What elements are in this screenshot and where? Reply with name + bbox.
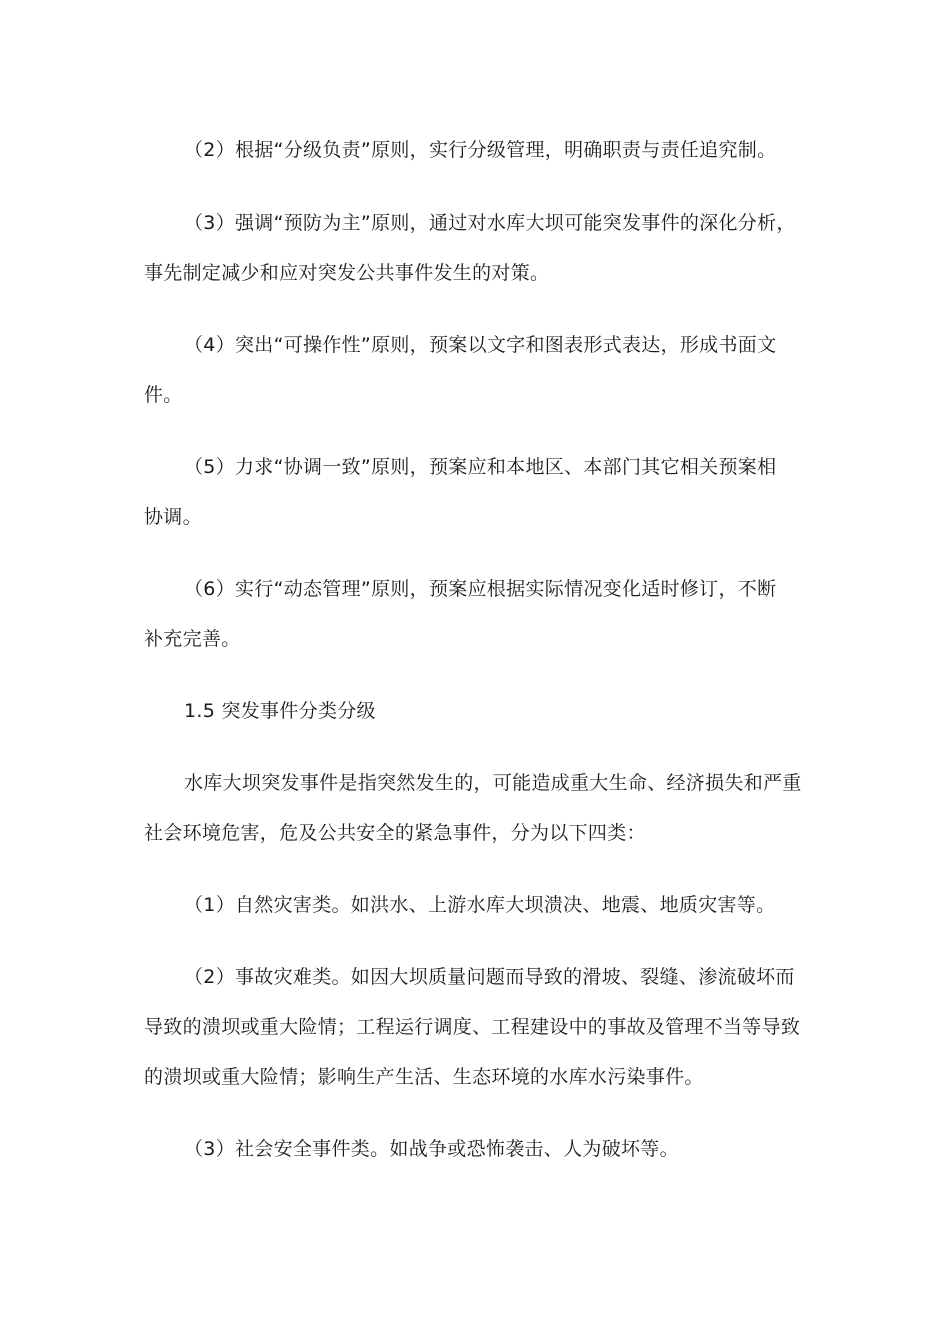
- paragraph-definition-line-2: 社会环境危害，危及公共安全的紧急事件，分为以下四类：: [144, 822, 646, 844]
- paragraph-principle-3-line-2: 事先制定减少和应对突发公共事件发生的对策。: [144, 262, 550, 284]
- paragraph-definition-line-1: 水库大坝突发事件是指突然发生的，可能造成重大生命、经济损失和严重: [184, 772, 802, 794]
- paragraph-principle-4-line-1: （4）突出“可操作性”原则，预案以文字和图表形式表达，形成书面文: [184, 334, 777, 356]
- paragraph-principle-4-line-2: 件。: [144, 384, 183, 406]
- paragraph-category-2-line-2: 导致的溃坝或重大险情；工程运行调度、工程建设中的事故及管理不当等导致: [144, 1016, 801, 1038]
- section-heading-1-5: 1.5 突发事件分类分级: [184, 700, 376, 722]
- paragraph-category-2-line-1: （2）事故灾难类。如因大坝质量问题而导致的滑坡、裂缝、渗流破坏而: [184, 966, 795, 988]
- paragraph-principle-6-line-2: 补充完善。: [144, 628, 241, 650]
- paragraph-principle-5-line-2: 协调。: [144, 506, 202, 528]
- paragraph-category-1: （1）自然灾害类。如洪水、上游水库大坝溃决、地震、地质灾害等。: [184, 894, 776, 916]
- paragraph-category-3: （3）社会安全事件类。如战争或恐怖袭击、人为破坏等。: [184, 1138, 679, 1160]
- paragraph-principle-6-line-1: （6）实行“动态管理”原则，预案应根据实际情况变化适时修订，不断: [184, 578, 777, 600]
- paragraph-category-2-line-3: 的溃坝或重大险情；影响生产生活、生态环境的水库水污染事件。: [144, 1066, 704, 1088]
- paragraph-principle-2: （2）根据“分级负责”原则，实行分级管理，明确职责与责任追究制。: [184, 139, 777, 161]
- paragraph-principle-5-line-1: （5）力求“协调一致”原则，预案应和本地区、本部门其它相关预案相: [184, 456, 777, 478]
- paragraph-principle-3-line-1: （3）强调“预防为主”原则，通过对水库大坝可能突发事件的深化分析，: [184, 212, 796, 234]
